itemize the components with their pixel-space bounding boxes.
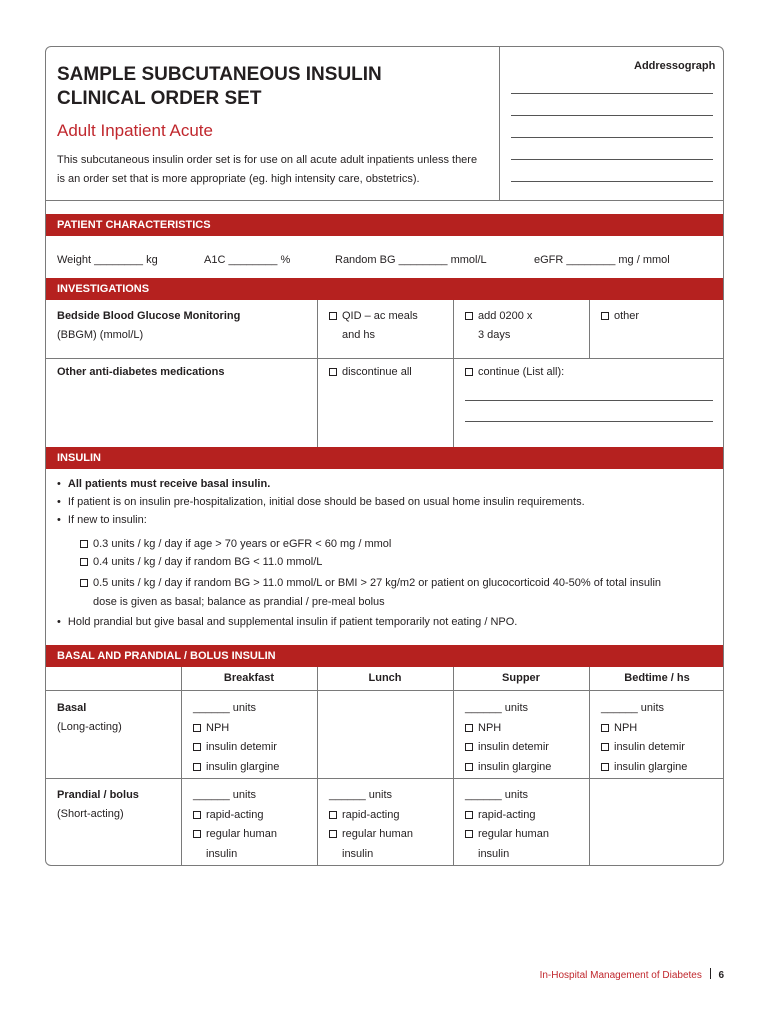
table-col-divider-4 [589, 667, 590, 866]
page-footer [520, 968, 724, 982]
addressograph-label: Addressograph [634, 60, 716, 72]
prandial-supper-regular-checkbox[interactable] [465, 830, 473, 838]
table-col-divider-1 [181, 667, 182, 866]
bbgm-label [57, 307, 240, 345]
nph-label: NPH [478, 721, 502, 734]
inv-col-divider-3 [589, 300, 590, 358]
basal-supper-units[interactable]: ______ units [465, 702, 528, 714]
investigations-heading: INVESTIGATIONS [46, 278, 724, 300]
a1c-field[interactable]: A1C ________ % [204, 254, 291, 266]
basal-bedtime-units[interactable]: ______ units [601, 702, 664, 714]
rapid-label: rapid-acting [478, 808, 536, 821]
prandial-breakfast-cell [193, 786, 277, 864]
intro-text [57, 151, 477, 189]
detemir-label: insulin detemir [478, 741, 549, 753]
patient-characteristics-heading: PATIENT CHARACTERISTICS [46, 214, 724, 236]
qid-checkbox[interactable] [329, 312, 337, 320]
dose-option-1-label: 0.3 units / kg / day if age > 70 years or eGFR < 60 mg / mmol [93, 538, 392, 550]
basal-label: Basal [57, 702, 87, 714]
insulin-heading: INSULIN [46, 447, 724, 469]
table-col-divider-2 [317, 667, 318, 866]
prandial-supper-rapid-checkbox[interactable] [465, 811, 473, 819]
table-col-divider-3 [453, 667, 454, 866]
col-supper: Supper [502, 672, 540, 684]
qid-label-1: QID – ac meals [342, 310, 418, 322]
other-meds-label: Other anti-diabetes medications [57, 366, 225, 378]
dose-option-1[interactable] [80, 538, 391, 551]
basal-bedtime-glargine-checkbox[interactable] [601, 763, 609, 771]
insulin-word: insulin [206, 847, 238, 860]
page-number: 6 [718, 970, 724, 981]
egfr-field[interactable]: eGFR ________ mg / mmol [534, 254, 670, 266]
regular-label: regular human [478, 828, 549, 840]
bullet-dot: • [57, 616, 61, 628]
basal-breakfast-nph-checkbox[interactable] [193, 724, 201, 732]
prandial-label: Prandial / bolus [57, 789, 139, 801]
header-divider [46, 200, 724, 201]
discontinue-option[interactable] [329, 366, 412, 379]
rapid-label: rapid-acting [206, 808, 264, 821]
basal-sub: (Long-acting) [57, 721, 122, 733]
inv-col-divider-2 [453, 300, 454, 447]
insulin-bullet-2 [57, 496, 585, 509]
continue-list-line-1[interactable] [465, 400, 713, 401]
other-option[interactable] [601, 307, 639, 326]
dose-option-3-label-a: 0.5 units / kg / day if random BG > 11.0 mmol/L or BMI > 27 kg/m2 or patient on glucocorticoid 40-50% of total insulin [93, 577, 662, 589]
basal-supper-nph-checkbox[interactable] [465, 724, 473, 732]
rapid-label: rapid-acting [342, 808, 400, 821]
col-lunch: Lunch [368, 672, 402, 684]
footer-separator [710, 968, 711, 979]
basal-supper-cell [465, 699, 551, 777]
continue-list-line-2[interactable] [465, 421, 713, 422]
footer-text: In-Hospital Management of Diabetes [539, 970, 702, 981]
basal-row-label [57, 699, 122, 737]
prandial-breakfast-units[interactable]: ______ units [193, 789, 256, 801]
prandial-breakfast-regular-checkbox[interactable] [193, 830, 201, 838]
discontinue-checkbox[interactable] [329, 368, 337, 376]
basal-breakfast-glargine-checkbox[interactable] [193, 763, 201, 771]
title-line-1: SAMPLE SUBCUTANEOUS INSULIN [57, 64, 382, 85]
add-0200-label-1: add 0200 x [478, 310, 533, 322]
insulin-bullet-1 [57, 478, 270, 491]
continue-label: continue (List all): [478, 366, 565, 378]
dose-option-3[interactable] [80, 574, 661, 612]
inv-row-divider [46, 358, 724, 359]
add-0200-label-2: 3 days [478, 329, 511, 341]
bbgm-label-line-2: (BBGM) (mmol/L) [57, 329, 144, 341]
nph-label: NPH [614, 721, 638, 734]
prandial-breakfast-rapid-checkbox[interactable] [193, 811, 201, 819]
insulin-bullet-2-text: If patient is on insulin pre-hospitalization, initial dose should be based on usual home insulin requirements. [67, 496, 585, 508]
prandial-lunch-cell [329, 786, 413, 864]
insulin-bullet-3-text: If new to insulin: [67, 514, 147, 526]
regular-label: regular human [342, 828, 413, 840]
insulin-bullet-4 [57, 616, 517, 629]
prandial-lunch-rapid-checkbox[interactable] [329, 811, 337, 819]
prandial-supper-units[interactable]: ______ units [465, 789, 528, 801]
title-line-2: CLINICAL ORDER SET [57, 88, 262, 109]
other-label: other [614, 310, 640, 322]
basal-supper-glargine-checkbox[interactable] [465, 763, 473, 771]
subtitle: Adult Inpatient Acute [57, 121, 213, 140]
addressograph-line-1[interactable] [511, 93, 713, 94]
dose-option-3-checkbox[interactable] [80, 579, 88, 587]
prandial-lunch-units[interactable]: ______ units [329, 789, 392, 801]
basal-bedtime-cell [601, 699, 687, 777]
add-0200-option[interactable] [465, 307, 532, 345]
discontinue-label: discontinue all [342, 366, 412, 378]
basal-breakfast-detemir-checkbox[interactable] [193, 743, 201, 751]
table-row-divider [46, 778, 724, 779]
col-breakfast: Breakfast [223, 672, 275, 684]
dose-option-3-label-b: dose is given as basal; balance as prandial / pre-meal bolus [93, 596, 385, 608]
bullet-dot: • [57, 478, 61, 490]
qid-label-2: and hs [342, 329, 376, 341]
insulin-bullet-4-text: Hold prandial but give basal and supplemental insulin if patient temporarily not eating / NPO. [67, 616, 518, 628]
addressograph-line-2[interactable] [511, 115, 713, 116]
random-bg-field[interactable]: Random BG ________ mmol/L [335, 254, 487, 266]
detemir-label: insulin detemir [206, 741, 277, 753]
other-checkbox[interactable] [601, 312, 609, 320]
insulin-bullet-3 [57, 514, 147, 527]
continue-option[interactable] [465, 366, 564, 379]
col-bedtime: Bedtime / hs [624, 672, 690, 684]
glargine-label: insulin glargine [206, 760, 280, 773]
dose-option-2-label: 0.4 units / kg / day if random BG < 11.0 mmol/L [93, 556, 323, 568]
dose-option-2-checkbox[interactable] [80, 558, 88, 566]
bullet-dot: • [57, 514, 61, 526]
glargine-label: insulin glargine [614, 760, 688, 773]
prandial-sub: (Short-acting) [57, 808, 124, 820]
insulin-word: insulin [342, 847, 374, 860]
basal-breakfast-cell [193, 699, 279, 777]
insulin-bullet-1-text: All patients must receive basal insulin. [67, 478, 271, 490]
dose-option-2[interactable] [80, 556, 322, 569]
prandial-supper-cell [465, 786, 549, 864]
basal-bedtime-nph-checkbox[interactable] [601, 724, 609, 732]
inv-col-divider-1 [317, 300, 318, 447]
addressograph-line-3[interactable] [511, 137, 713, 138]
qid-option[interactable] [329, 307, 418, 345]
page-title [57, 63, 382, 111]
prandial-row-label [57, 786, 139, 824]
intro-line-2: is an order set that is more appropriate (eg. high intensity care, obstetrics). [57, 173, 420, 185]
continue-checkbox[interactable] [465, 368, 473, 376]
glargine-label: insulin glargine [478, 760, 552, 773]
basal-supper-detemir-checkbox[interactable] [465, 743, 473, 751]
add-0200-checkbox[interactable] [465, 312, 473, 320]
intro-line-1: This subcutaneous insulin order set is for use on all acute adult inpatients unless there [57, 154, 478, 166]
bbgm-label-line-1: Bedside Blood Glucose Monitoring [57, 310, 241, 322]
order-set-form [45, 46, 724, 866]
bullet-dot: • [57, 496, 61, 508]
prandial-lunch-regular-checkbox[interactable] [329, 830, 337, 838]
addressograph-divider [499, 47, 500, 200]
basal-prandial-heading: BASAL AND PRANDIAL / BOLUS INSULIN [46, 645, 724, 667]
insulin-word: insulin [478, 847, 510, 860]
regular-label: regular human [206, 828, 277, 840]
dose-option-1-checkbox[interactable] [80, 540, 88, 548]
weight-field[interactable]: Weight ________ kg [57, 254, 158, 266]
basal-bedtime-detemir-checkbox[interactable] [601, 743, 609, 751]
basal-breakfast-units[interactable]: ______ units [193, 702, 256, 714]
table-header-divider [46, 690, 724, 691]
detemir-label: insulin detemir [614, 741, 685, 753]
addressograph-line-5[interactable] [511, 181, 713, 182]
nph-label: NPH [206, 721, 230, 734]
addressograph-line-4[interactable] [511, 159, 713, 160]
